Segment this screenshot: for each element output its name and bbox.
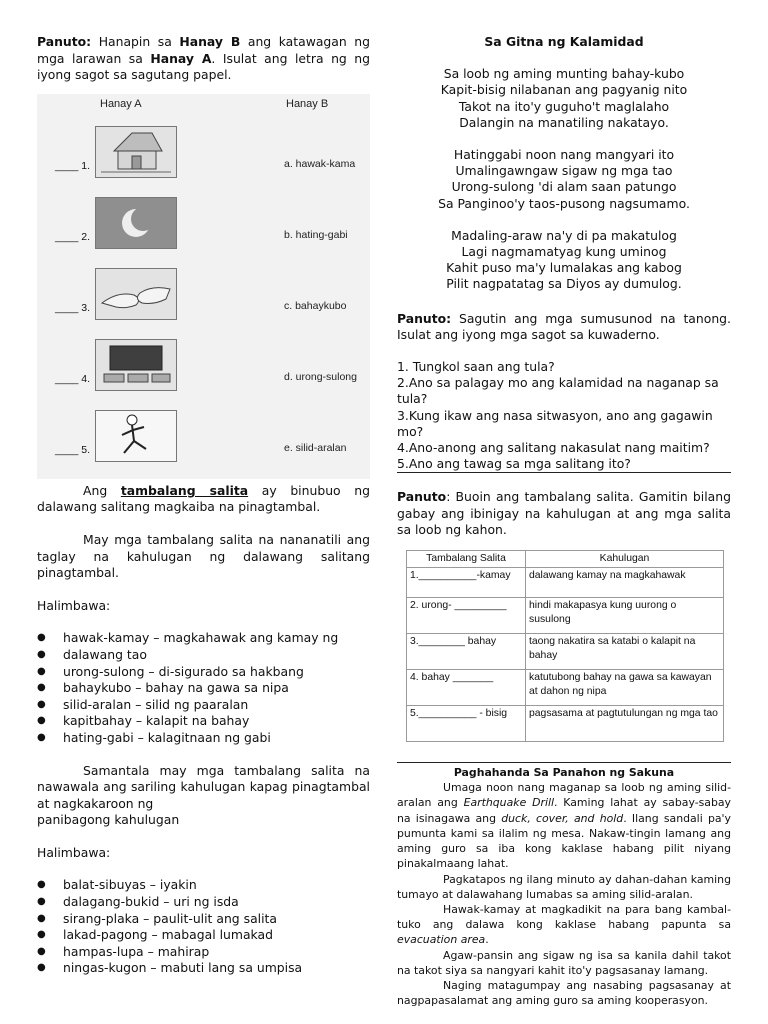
definition-paragraph bbox=[37, 483, 370, 516]
divider bbox=[397, 472, 731, 473]
list-item: ● hampas-lupa – mahirap bbox=[37, 944, 370, 961]
story-paragraph: Naging matagumpay ang nasabing pagsasanay at nagpapasalamat ang aming guro sa aming kooperasyon. bbox=[397, 978, 731, 1008]
story-emphasis: evacuation area bbox=[397, 933, 486, 947]
table-cell: 1.__________-kamay bbox=[407, 568, 526, 598]
story-paragraph bbox=[397, 780, 731, 871]
table-cell: 5.__________ - bisig bbox=[407, 706, 526, 742]
poem-line: Madaling-araw na'y di pa makatulog bbox=[451, 227, 677, 243]
story-title bbox=[397, 765, 731, 780]
poem-line: Dalangin na manatiling nakatayo. bbox=[459, 114, 669, 130]
instruction-label: Panuto: bbox=[397, 310, 452, 326]
story-title-text: Paghahanda Sa Panahon ng Sakuna bbox=[453, 766, 675, 780]
halimbawa-label-1: Halimbawa: bbox=[37, 597, 111, 613]
paragraph-3: Samantala may mga tambalang salita na nawawala ang sariling kahulugan kapag pinagtambal at nagkakaroon ng bbox=[37, 762, 370, 811]
story-text: . bbox=[485, 933, 489, 947]
table-row bbox=[407, 568, 724, 598]
paragraph-2: May mga tambalang salita na nananatili ang taglay na kahulugan ng dalawang salitang pinagtambal. bbox=[37, 531, 370, 581]
list-item: ● bahaykubo – bahay na gawa sa nipa bbox=[37, 680, 370, 697]
list-item: ● ningas-kugon – mabuti lang sa umpisa bbox=[37, 960, 370, 977]
handshake-icon bbox=[95, 268, 177, 320]
poem-line: Kapit-bisig nilabanan ang pagyanig nito bbox=[440, 82, 688, 98]
table-header: Kahulugan bbox=[526, 551, 724, 568]
table-cell: dalawang kamay na magkahawak bbox=[526, 568, 724, 598]
questions-list bbox=[397, 359, 731, 472]
poem-stanza-1 bbox=[397, 66, 731, 131]
table-cell: katutubong bahay na gawa sa kawayan at dahon ng nipa bbox=[526, 670, 724, 706]
classroom-icon bbox=[95, 339, 177, 391]
list-item: ● balat-sibuyas – iyakin bbox=[37, 877, 370, 894]
question-item: 3.Kung ikaw ang nasa sitwasyon, ano ang gagawin mo? bbox=[397, 407, 713, 439]
poem-title-text: Sa Gitna ng Kalamidad bbox=[484, 34, 644, 49]
paragraph-3-cont: panibagong kahulugan bbox=[37, 812, 180, 828]
compound-word-table bbox=[406, 550, 724, 742]
poem-line: Lagi nagmamatyag kung uminog bbox=[461, 244, 667, 260]
table-cell: pagsasama at pagtutulungan ng mga tao bbox=[526, 706, 724, 742]
table-cell: taong nakatira sa katabi o kalapit na bahay bbox=[526, 634, 724, 670]
poem-line: Pilit nagpatatag sa Diyos ay dumulog. bbox=[446, 276, 682, 292]
story-paragraph bbox=[397, 902, 731, 948]
instruction-text: ang katawagan ng mga larawan sa bbox=[37, 34, 370, 66]
matching-item-4 bbox=[37, 339, 370, 394]
question-item: 5.Ano ang tawag sa mga salitang ito? bbox=[397, 456, 631, 472]
list-item: ● kapitbahay – kalapit na bahay bbox=[37, 713, 370, 730]
list-item: ● hawak-kamay – magkahawak ang kamay ng bbox=[37, 630, 370, 647]
house-icon bbox=[95, 126, 177, 178]
instruction-label: Panuto: bbox=[37, 34, 92, 49]
instruction-label: Panuto bbox=[397, 489, 447, 505]
story-paragraph: Pagkatapos ng ilang minuto ay dahan-dahan kaming tumayo at dalawahang lumabas sa aming silid-aralan. bbox=[397, 872, 731, 901]
poem-line: Hatinggabi noon nang mangyari ito bbox=[453, 147, 675, 163]
answer-choice: c. bahaykubo bbox=[284, 300, 347, 313]
poem-line: Urong-sulong 'di alam saan patungo bbox=[451, 179, 677, 195]
list-item: ● dalagang-bukid – uri ng isda bbox=[37, 894, 370, 911]
story-emphasis: Earthquake Drill bbox=[463, 796, 555, 810]
poem-line: Umalingawngaw sigaw ng mga tao bbox=[455, 163, 673, 179]
list-item: ● silid-aralan – silid ng paaralan bbox=[37, 697, 370, 714]
poem-stanza-3 bbox=[397, 228, 731, 293]
table-row bbox=[407, 670, 724, 706]
item-number: ____ 2. bbox=[55, 231, 91, 244]
poem-line: Sa Panginoo'y taos-pusong nagsumamo. bbox=[438, 195, 690, 211]
item-number: ____ 3. bbox=[55, 302, 91, 315]
table-cell: 3.________ bahay bbox=[407, 634, 526, 670]
poem-stanza-2 bbox=[397, 147, 731, 212]
matching-item-1 bbox=[37, 126, 370, 181]
matching-item-3 bbox=[37, 268, 370, 323]
table-cell: hindi makapasya kung uurong o susulong bbox=[526, 598, 724, 634]
item-number: ____ 1. bbox=[55, 160, 91, 173]
definition-text: Ang bbox=[83, 482, 121, 498]
story-paragraph: Agaw-pansin ang sigaw ng isa sa kanila dahil takot na takot siya sa nangyari kahit ito'y pagsasanay lamang. bbox=[397, 948, 731, 977]
running-person-icon bbox=[95, 410, 177, 462]
poem-line: Kahit puso ma'y lumalakas ang kabog bbox=[446, 260, 682, 276]
instruction-1 bbox=[37, 34, 370, 84]
poem-line: Takot na ito'y guguho't maglalaho bbox=[458, 98, 670, 114]
hanay-b-ref: Hanay B bbox=[179, 34, 241, 49]
story-text: . Ilang sandali pa'y pumunta kami sa ilalim ng mesa. Nakaw-tingin lamang ang aming guro sa iba kong kaklase habang pilit niyang pinakalmaang lahat. bbox=[397, 811, 731, 871]
question-item: 4.Ano-anong ang salitang nakasulat nang maitim? bbox=[397, 440, 710, 456]
answer-choice: b. hating-gabi bbox=[284, 229, 348, 242]
poem-line: Sa loob ng aming munting bahay-kubo bbox=[443, 66, 685, 82]
story bbox=[397, 765, 731, 1008]
halimbawa-label-2: Halimbawa: bbox=[37, 844, 111, 860]
matching-item-5 bbox=[37, 410, 370, 465]
instruction-text: Hanapin sa bbox=[91, 34, 180, 49]
left-column bbox=[37, 34, 370, 977]
list-item: ● lakad-pagong – mabagal lumakad bbox=[37, 927, 370, 944]
examples-list-2 bbox=[37, 877, 370, 977]
instruction-text: . Isulat ang letra ng ng iyong sagot sa sagutang papel. bbox=[37, 50, 370, 83]
right-column bbox=[397, 34, 731, 1008]
table-cell: 2. urong- _________ bbox=[407, 598, 526, 634]
list-item: ● dalawang tao bbox=[37, 647, 370, 664]
poem-title bbox=[397, 34, 731, 50]
answer-choice: a. hawak-kama bbox=[284, 158, 356, 171]
question-item: 2.Ano sa palagay mo ang kalamidad na naganap sa tula? bbox=[397, 375, 719, 407]
matching-item-2 bbox=[37, 197, 370, 252]
matching-exercise bbox=[37, 94, 370, 479]
answer-choice: d. urong-sulong bbox=[284, 371, 357, 384]
table-header: Tambalang Salita bbox=[407, 551, 526, 568]
story-text: . Kaming lahat ay sabay-sabay na isinagawa ang bbox=[397, 796, 732, 825]
moon-icon bbox=[95, 197, 177, 249]
examples-list-1 bbox=[37, 630, 370, 746]
list-item: ● urong-sulong – di-sigurado sa hakbang bbox=[37, 664, 370, 681]
hanay-a-header: Hanay A bbox=[100, 97, 142, 110]
table-header-row bbox=[407, 551, 724, 568]
definition-text: ay binubuo ng dalawang salitang magkaiba na pinagtambal. bbox=[37, 482, 370, 515]
item-number: ____ 5. bbox=[55, 444, 91, 457]
instruction-2 bbox=[397, 311, 731, 343]
table-row bbox=[407, 634, 724, 670]
story-emphasis: duck, cover, and hold bbox=[501, 811, 624, 825]
hanay-b-header: Hanay B bbox=[286, 97, 329, 110]
table-row bbox=[407, 706, 724, 742]
story-text: Umaga noon nang maganap sa loob ng aming silid-aralan ang bbox=[397, 781, 731, 810]
definition-term: tambalang salita bbox=[120, 482, 249, 498]
instruction-text: Sagutin ang mga sumusunod na tanong. Isulat ang iyong mga sagot sa kuwaderno. bbox=[397, 310, 731, 342]
answer-choice: e. silid-aralan bbox=[284, 442, 347, 455]
list-item: ● sirang-plaka – paulit-ulit ang salita bbox=[37, 911, 370, 928]
story-text: Hawak-kamay at magkadikit na para bang kambal-tuko ang dalawa kong kaklase habang papunta sa bbox=[397, 902, 731, 932]
question-item: 1. Tungkol saan ang tula? bbox=[397, 359, 555, 375]
table-cell: 4. bahay _______ bbox=[407, 670, 526, 706]
instruction-text: : Buoin ang tambalang salita. Gamitin bilang gabay ang ibinigay na kahulugan at ang mga salita sa loob ng kahon. bbox=[397, 489, 731, 537]
hanay-a-ref: Hanay A bbox=[150, 50, 212, 66]
instruction-3 bbox=[397, 489, 731, 538]
item-number: ____ 4. bbox=[55, 373, 91, 386]
divider bbox=[397, 762, 731, 763]
table-row bbox=[407, 598, 724, 634]
list-item: ● hating-gabi – kalagitnaan ng gabi bbox=[37, 730, 370, 747]
